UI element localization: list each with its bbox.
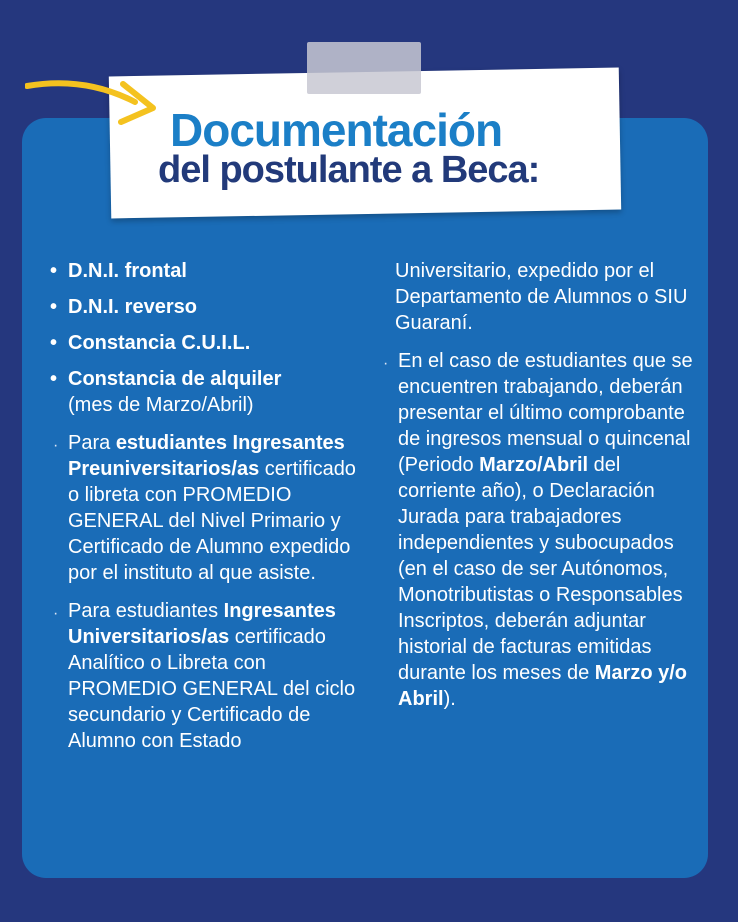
list-item <box>50 294 370 320</box>
dot-icon: · <box>53 605 59 622</box>
list-item <box>50 330 370 356</box>
uni-text-a: Para estudiantes <box>68 600 224 622</box>
list-item <box>50 598 370 754</box>
title-line-2: del postulante a Beca: <box>158 149 540 191</box>
uni-text-c: certificado Analítico o Libreta con PROMEDIO GENERAL del ciclo secundario y Certificado de Alumno con Estado <box>68 626 356 752</box>
dot-icon: · <box>383 355 389 372</box>
list-item <box>380 348 700 712</box>
tape-strip <box>307 42 421 94</box>
continued-text: Universitario, expedido por el Departamento de Alumnos o SIU Guaraní. <box>395 260 688 334</box>
left-column <box>50 258 370 766</box>
trab-text-b: Marzo/Abril <box>479 454 589 476</box>
right-column <box>380 258 700 724</box>
trab-text-a: En el caso de estudiantes que se encuentren trabajando, deberán presentar el último comprobante de ingresos mensual o quincenal (Periodo <box>398 350 693 476</box>
list-item <box>50 258 370 284</box>
list-item <box>50 366 370 418</box>
item-alquiler-note: (mes de Marzo/Abril) <box>68 394 254 416</box>
trab-text-d: Marzo y/o Abril <box>398 662 688 710</box>
pre-text-b: estudiantes Ingresantes Preuniversitarios/as <box>68 432 345 480</box>
trab-text-e: ). <box>443 688 456 710</box>
dot-icon: · <box>53 437 59 454</box>
item-dni-frontal: D.N.I. frontal <box>68 260 187 282</box>
item-cuil: Constancia C.U.I.L. <box>68 332 251 354</box>
item-alquiler: Constancia de alquiler <box>68 368 282 390</box>
bullet-icon: • <box>50 260 58 282</box>
arrow-icon <box>25 72 165 132</box>
bullet-icon: • <box>50 332 58 354</box>
uni-text-b: Ingresantes Universitarios/as <box>68 600 336 648</box>
list-item <box>50 430 370 586</box>
title-line-1: Documentación <box>170 104 503 156</box>
pre-text-a: Para <box>68 432 116 454</box>
bullet-icon: • <box>50 368 58 390</box>
pre-text-c: certificado o libreta con PROMEDIO GENERAL del Nivel Primario y Certificado de Alumno expedido por el instituto al que asiste. <box>68 458 356 584</box>
item-dni-reverso: D.N.I. reverso <box>68 296 197 318</box>
trab-text-c: del corriente año), o Declaración Jurada para trabajadores independientes y subocupados (en el caso de ser Autónomos, Monotributistas o Responsables Inscriptos, deberán adjuntar historial de facturas emitidas durante los meses de <box>398 454 683 684</box>
bullet-icon: • <box>50 296 58 318</box>
